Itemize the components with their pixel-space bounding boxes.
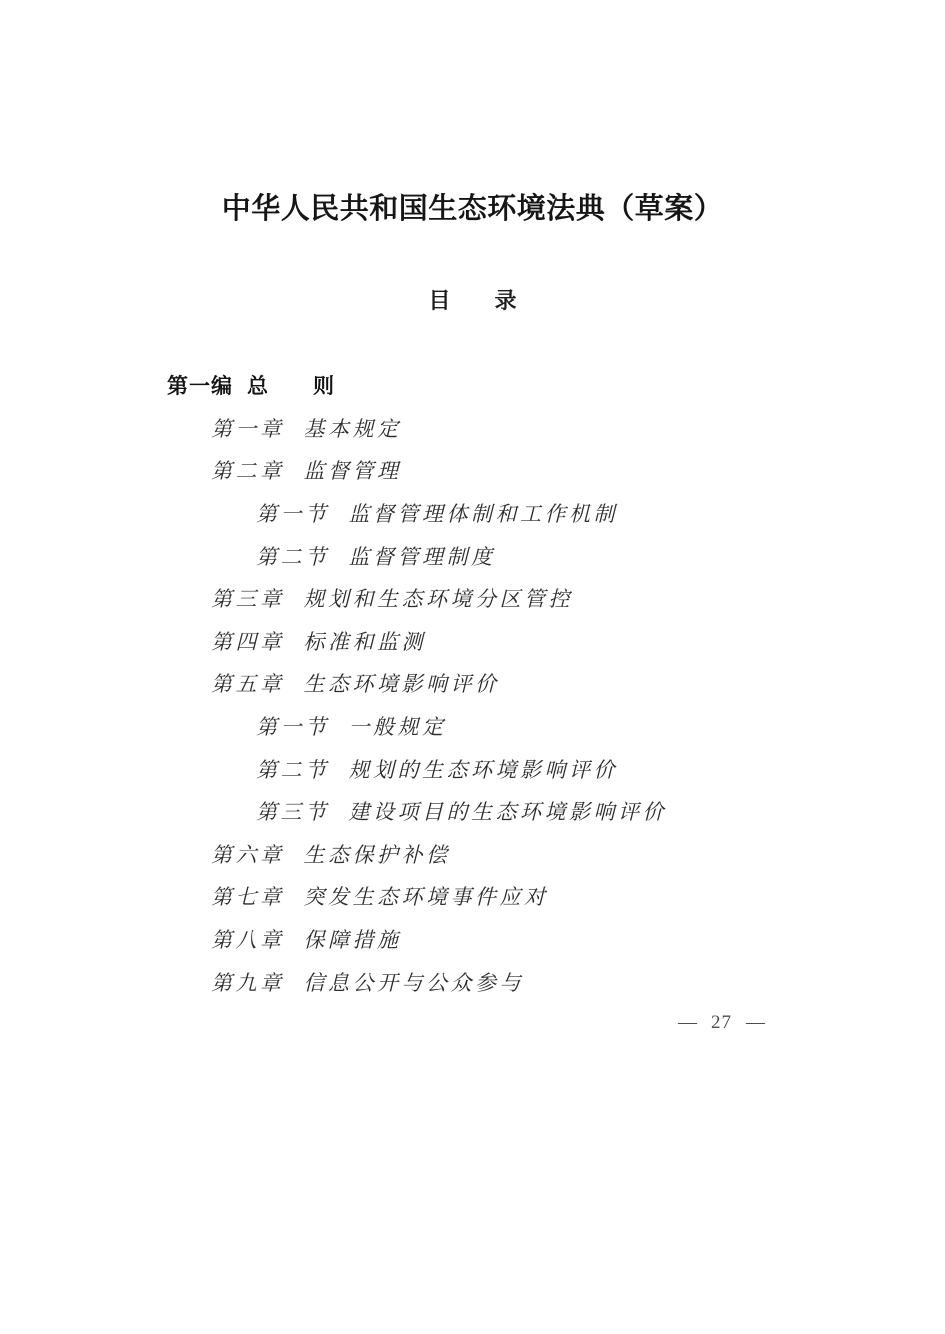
toc-item-number: 第一节 [256, 715, 330, 740]
footer-dash-left: — [678, 1012, 697, 1033]
toc-item-chapter [0, 960, 945, 1003]
toc-item-title: 总 则 [247, 375, 335, 399]
toc-item-chapter [0, 662, 945, 705]
toc-item-number: 第一节 [256, 502, 330, 527]
toc-item-title: 一般规定 [348, 715, 447, 740]
toc-item-section [0, 705, 945, 748]
toc-item-section [0, 534, 945, 577]
page-footer [0, 1010, 945, 1036]
toc-item-part [0, 364, 945, 407]
toc-heading: 目 录 [428, 288, 517, 313]
toc-item-section [0, 492, 945, 535]
toc-item-title: 基本规定 [303, 416, 402, 441]
toc-item-title: 监督管理体制和工作机制 [348, 502, 618, 527]
toc-item-title: 监督管理制度 [348, 544, 496, 569]
toc-item-number: 第五章 [211, 672, 285, 697]
page-number: 27 [711, 1012, 732, 1033]
toc-item-number: 第二章 [211, 459, 285, 484]
toc-item-title: 标准和监测 [303, 629, 426, 654]
toc-item-title: 建设项目的生态环境影响评价 [348, 800, 667, 825]
toc-item-title: 生态保护补偿 [303, 842, 451, 867]
toc-item-chapter [0, 620, 945, 663]
toc-item-title: 监督管理 [303, 459, 402, 484]
document-title: 中华人民共和国生态环境法典（草案） [221, 193, 724, 225]
toc-item-number: 第二节 [256, 544, 330, 569]
toc-item-number: 第三章 [211, 587, 285, 612]
toc-item-title: 突发生态环境事件应对 [303, 885, 549, 910]
toc-item-chapter [0, 577, 945, 620]
toc-item-title: 信息公开与公众参与 [303, 970, 524, 995]
toc-item-title: 规划和生态环境分区管控 [303, 587, 573, 612]
toc-item-section [0, 790, 945, 833]
toc-item-number: 第六章 [211, 842, 285, 867]
toc-item-number: 第一章 [211, 416, 285, 441]
toc-item-title: 保障措施 [303, 928, 402, 953]
toc-item-title: 生态环境影响评价 [303, 672, 500, 697]
toc-item-number: 第四章 [211, 629, 285, 654]
toc-item-number: 第二节 [256, 757, 330, 782]
toc-item-number: 第九章 [211, 970, 285, 995]
toc-item-chapter [0, 918, 945, 961]
toc-item-section [0, 747, 945, 790]
toc-item-number: 第七章 [211, 885, 285, 910]
toc-item-chapter [0, 833, 945, 876]
toc-item-chapter [0, 449, 945, 492]
toc-item-title: 规划的生态环境影响评价 [348, 757, 618, 782]
toc-list [0, 364, 945, 1003]
toc-item-chapter [0, 875, 945, 918]
toc-item-number: 第三节 [256, 800, 330, 825]
footer-dash-right: — [746, 1012, 765, 1033]
toc-item-chapter [0, 407, 945, 450]
toc-item-number: 第八章 [211, 928, 285, 953]
toc-item-number: 第一编 [167, 375, 233, 399]
